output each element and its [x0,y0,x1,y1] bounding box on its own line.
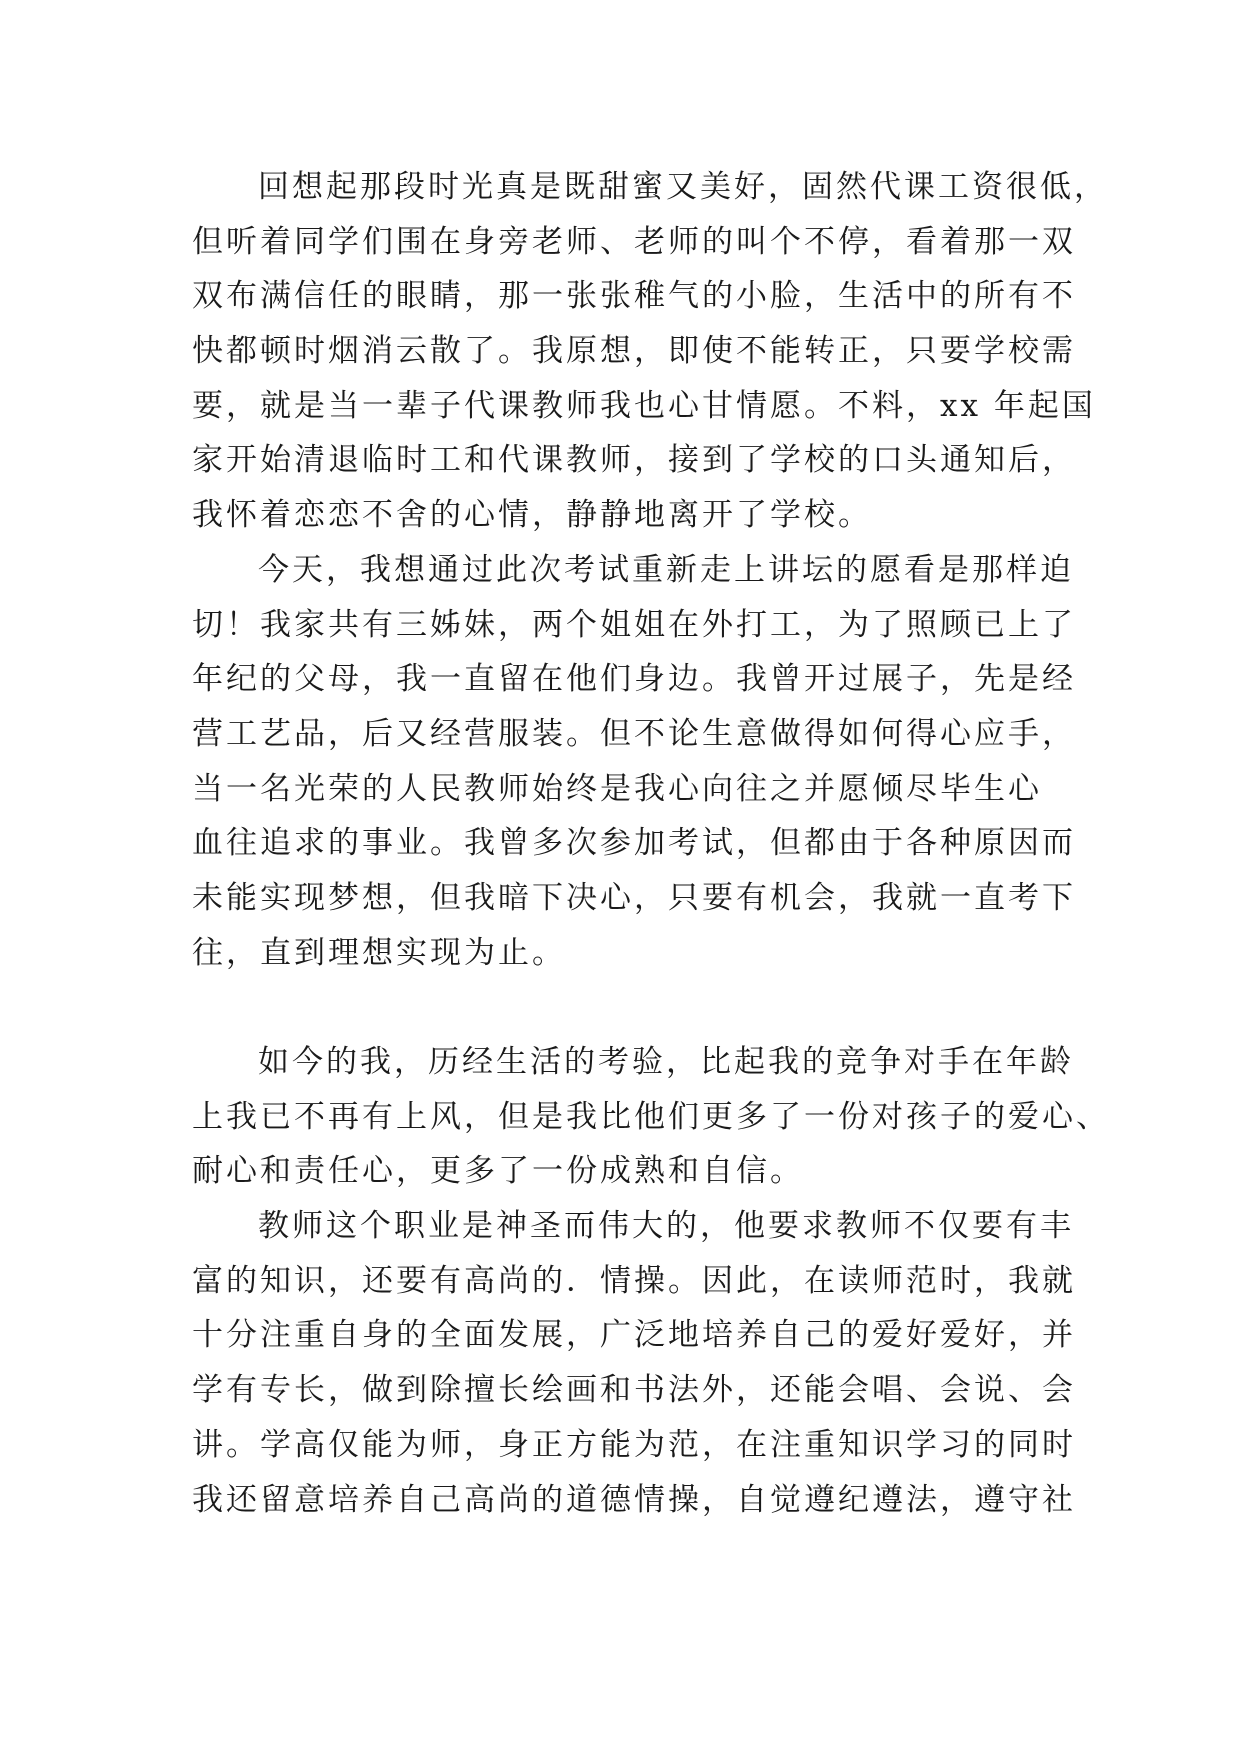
text-line: 学有专长，做到除擅长绘画和书法外，还能会唱、会说、会 [192,1372,1076,1409]
text-line: 但听着同学们围在身旁老师、老师的叫个不停，看着那一双 [192,223,1076,260]
text-line: 教师这个职业是神圣而伟大的，他要求教师不仅要有丰 [258,1208,1074,1245]
text-line: 当一名光荣的人民教师始终是我心向往之并愿倾尽毕生心 [192,770,1042,807]
text-line: 我还留意培养自己高尚的道德情操，自觉遵纪遵法，遵守社 [192,1481,1076,1518]
text-line: 往，直到理想实现为止。 [192,934,566,971]
text-line: 家开始清退临时工和代课教师，接到了学校的口头通知后， [192,442,1076,479]
text-line: 我怀着恋恋不舍的心情，静静地离开了学校。 [192,497,872,534]
paragraph-3 [192,1035,1110,1199]
text-line: 十分注重自身的全面发展，广泛地培养自己的爱好爱好，并 [192,1317,1076,1354]
paragraph-1 [192,160,1108,543]
text-line: 未能实现梦想，但我暗下决心，只要有机会，我就一直考下 [192,879,1076,916]
text-line: 快都顿时烟消云散了。我原想，即使不能转正，只要学校需 [192,333,1076,370]
paragraph-2 [192,543,1076,1035]
text-line: 血往追求的事业。我曾多次参加考试，但都由于各种原因而 [192,825,1076,862]
text-line: 营工艺品，后又经营服装。但不论生意做得如何得心应手， [192,715,1076,752]
text-line: 上我已不再有上风，但是我比他们更多了一份对孩子的爱心、 [192,1098,1110,1135]
text-line: 今天，我想通过此次考试重新走上讲坛的愿看是那样迫 [258,551,1074,588]
paragraph-4 [192,1199,1076,1527]
text-line: 切！我家共有三姊妹，两个姐姐在外打工，为了照顾已上了 [192,606,1076,643]
text-line: 年纪的父母，我一直留在他们身边。我曾开过展子，先是经 [192,661,1076,698]
text-line: 讲。学高仅能为师，身正方能为范，在注重知识学习的同时 [192,1426,1076,1463]
document-body [192,160,1110,1527]
text-line: 如今的我，历经生活的考验，比起我的竞争对手在年龄 [258,1044,1074,1080]
text-line: 回想起那段时光真是既甜蜜又美好，固然代课工资很低， [258,169,1108,205]
text-line: 耐心和责任心，更多了一份成熟和自信。 [192,1153,804,1190]
text-line: 双布满信任的眼睛，那一张张稚气的小脸，生活中的所有不 [192,278,1076,315]
text-line: 要，就是当一辈子代课教师我也心甘情愿。不料，xx 年起国 [192,387,1096,424]
text-line [192,980,1072,1035]
text-line: 富的知识，还要有高尚的．情操。因此，在读师范时，我就 [192,1262,1076,1299]
